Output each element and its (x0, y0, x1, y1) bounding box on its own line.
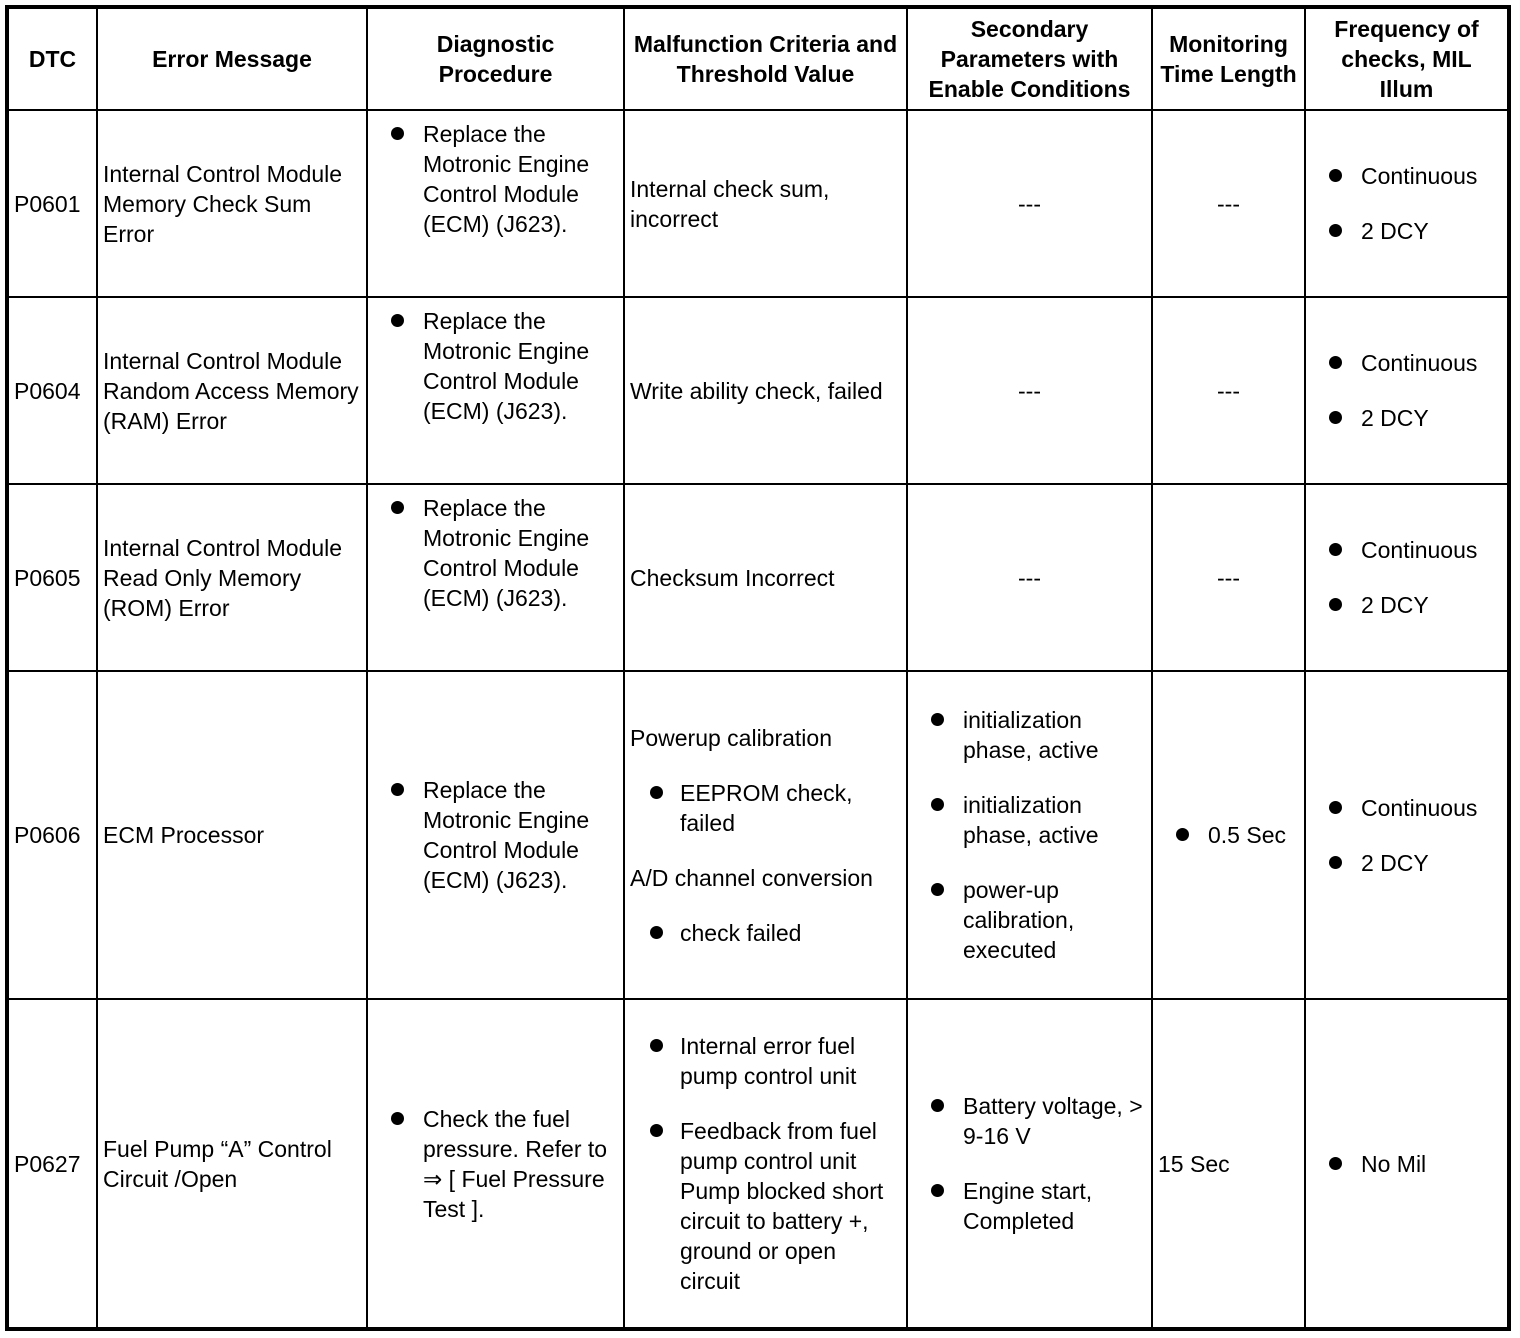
list-item: EEPROM check, failed (630, 778, 901, 838)
list-item: initialization phase, active (913, 790, 1146, 850)
table-row (7, 297, 1509, 484)
diagnostic-procedure (367, 484, 624, 671)
monitoring-time: --- (1152, 110, 1305, 297)
criteria-heading: A/D channel conversion (630, 864, 873, 891)
list-item: initialization phase, active (913, 705, 1146, 765)
list-item: Continuous (1311, 535, 1502, 565)
list-item: Engine start, Completed (913, 1176, 1146, 1236)
secondary-parameters (907, 999, 1152, 1329)
header-monitoring-time: Monitoring Time Length (1152, 7, 1305, 110)
list-item: Replace the Motronic Engine Control Module (ECM) (J623). (373, 775, 618, 895)
list-item: Internal error fuel pump control unit (630, 1031, 901, 1091)
header-secondary-parameters: Secondary Parameters with Enable Conditions (907, 7, 1152, 110)
malfunction-criteria: Write ability check, failed (624, 297, 907, 484)
header-frequency: Frequency of checks, MIL Illum (1305, 7, 1509, 110)
header-row (7, 7, 1509, 110)
dtc-code: P0601 (7, 110, 97, 297)
criteria-heading: Powerup calibration (630, 724, 833, 751)
dtc-code: P0604 (7, 297, 97, 484)
error-message: Fuel Pump “A” Control Circuit /Open (97, 999, 367, 1329)
frequency (1305, 110, 1509, 297)
diagnostic-procedure (367, 297, 624, 484)
frequency (1305, 484, 1509, 671)
table-row (7, 484, 1509, 671)
header-diagnostic-procedure: Diagnostic Procedure (367, 7, 624, 110)
list-item: 0.5 Sec (1158, 820, 1299, 850)
error-message: Internal Control Module Memory Check Sum Error (97, 110, 367, 297)
diagnostic-procedure (367, 999, 624, 1329)
secondary-parameters (907, 671, 1152, 999)
list-item: 2 DCY (1311, 403, 1502, 433)
malfunction-criteria (624, 671, 907, 999)
diagnostic-procedure (367, 671, 624, 999)
list-item: Replace the Motronic Engine Control Module (ECM) (J623). (373, 493, 618, 613)
frequency (1305, 671, 1509, 999)
malfunction-criteria: Checksum Incorrect (624, 484, 907, 671)
malfunction-criteria (624, 999, 907, 1329)
dtc-code: P0605 (7, 484, 97, 671)
dtc-code: P0627 (7, 999, 97, 1329)
list-item: Continuous (1311, 161, 1502, 191)
diagnostic-procedure (367, 110, 624, 297)
list-item: Battery voltage, > 9-16 V (913, 1091, 1146, 1151)
monitoring-time (1152, 671, 1305, 999)
list-item: Feedback from fuel pump control unit Pump blocked short circuit to battery +, ground or open circuit (630, 1116, 901, 1296)
list-item: No Mil (1311, 1149, 1502, 1179)
dtc-code: P0606 (7, 671, 97, 999)
monitoring-time: 15 Sec (1152, 999, 1305, 1329)
secondary-parameters: --- (907, 297, 1152, 484)
table-row (7, 110, 1509, 297)
malfunction-criteria: Internal check sum, incorrect (624, 110, 907, 297)
frequency (1305, 297, 1509, 484)
header-dtc: DTC (7, 7, 97, 110)
list-item: 2 DCY (1311, 848, 1502, 878)
secondary-parameters: --- (907, 110, 1152, 297)
frequency (1305, 999, 1509, 1329)
list-item: 2 DCY (1311, 590, 1502, 620)
monitoring-time: --- (1152, 297, 1305, 484)
header-malfunction-criteria: Malfunction Criteria and Threshold Value (624, 7, 907, 110)
error-message: Internal Control Module Random Access Memory (RAM) Error (97, 297, 367, 484)
list-item: Replace the Motronic Engine Control Module (ECM) (J623). (373, 119, 618, 239)
list-item: Replace the Motronic Engine Control Module (ECM) (J623). (373, 306, 618, 426)
monitoring-time: --- (1152, 484, 1305, 671)
list-item: Continuous (1311, 348, 1502, 378)
list-item: Continuous (1311, 793, 1502, 823)
list-item: check failed (630, 918, 901, 948)
header-error-message: Error Message (97, 7, 367, 110)
list-item: 2 DCY (1311, 216, 1502, 246)
list-item: Check the fuel pressure. Refer to ⇒ [ Fuel Pressure Test ]. (373, 1104, 618, 1224)
dtc-table (5, 5, 1511, 1331)
list-item: power-up calibration, executed (913, 875, 1146, 965)
table-row (7, 999, 1509, 1329)
error-message: ECM Processor (97, 671, 367, 999)
secondary-parameters: --- (907, 484, 1152, 671)
table-row (7, 671, 1509, 999)
error-message: Internal Control Module Read Only Memory (ROM) Error (97, 484, 367, 671)
